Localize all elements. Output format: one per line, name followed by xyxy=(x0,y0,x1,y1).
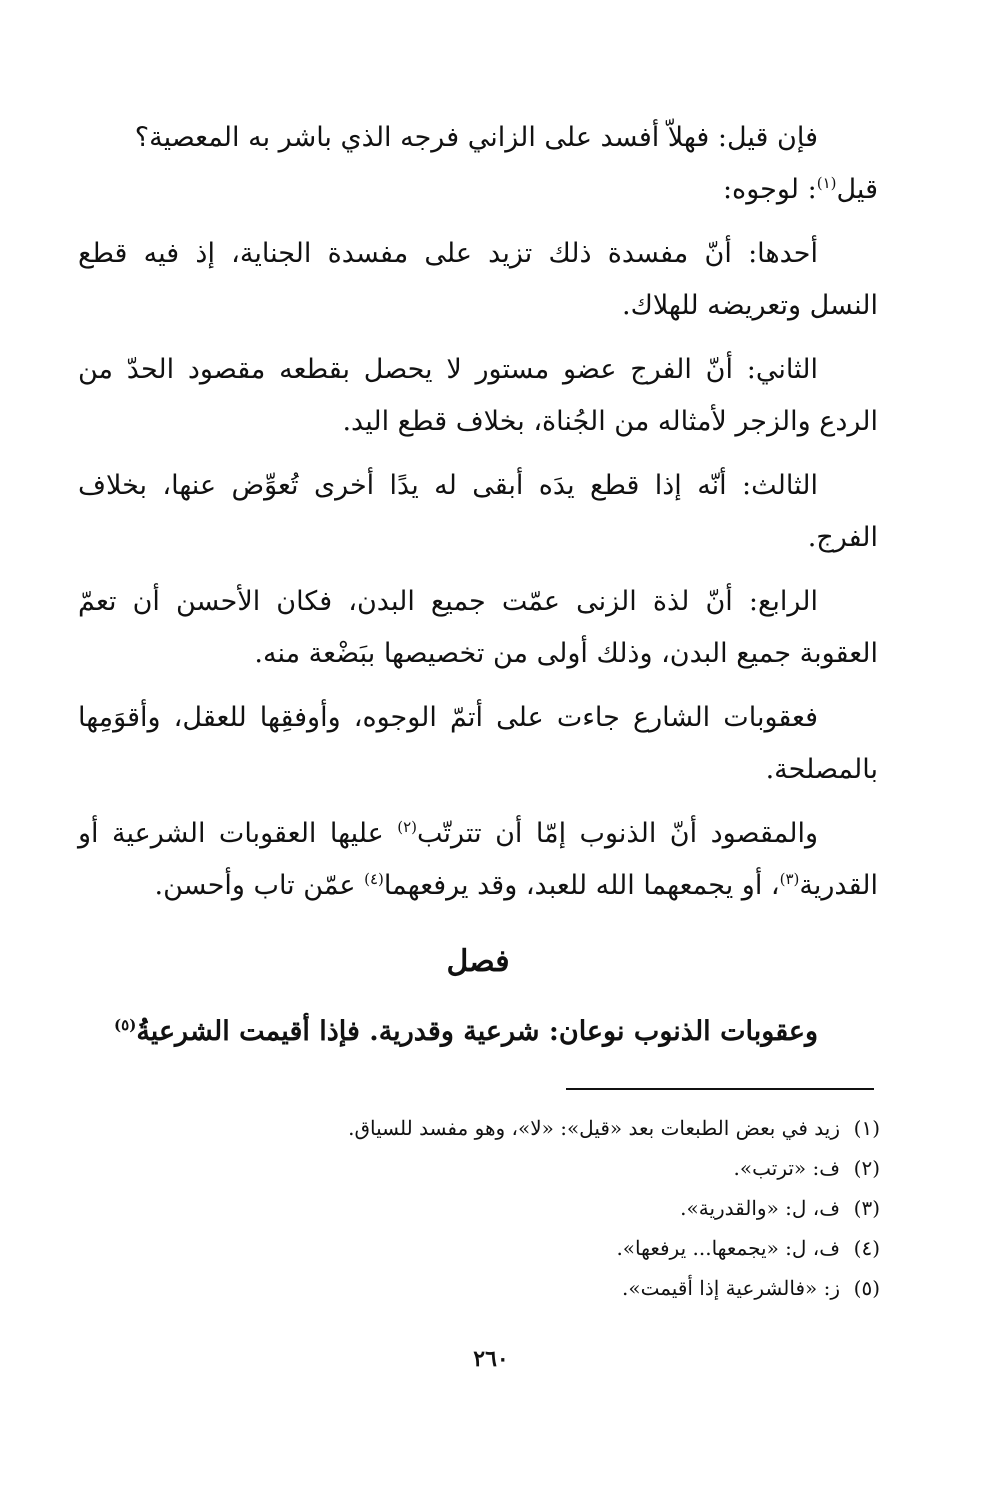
footnotes xyxy=(200,1108,880,1308)
main-text xyxy=(78,112,878,1070)
footnote-2 xyxy=(200,1148,880,1188)
paragraph-7-part-c: ، أو يجمعهما الله للعبد، وقد يرفعهما xyxy=(383,870,780,901)
footnote-number: (١) xyxy=(853,1116,880,1140)
footnote-mark-4: (٤) xyxy=(364,870,384,888)
paragraph-5: الرابع: أنّ لذة الزنى عمّت جميع البدن، فكان الأحسن أن تعمّ العقوبة جميع البدن، وذلك أولى من تخصيصها ببَضْعة منه. xyxy=(78,586,878,669)
footnote-4 xyxy=(200,1228,880,1268)
footnote-mark-3: (٣) xyxy=(779,870,800,888)
paragraph-1 xyxy=(78,112,878,164)
page-number: ٢٦٠ xyxy=(473,1346,509,1372)
footnote-1 xyxy=(200,1108,880,1148)
footnote-3 xyxy=(200,1188,880,1228)
footnote-number: (٣) xyxy=(853,1196,880,1220)
section-heading: فصل xyxy=(446,944,510,979)
paragraph-2: أحدها: أنّ مفسدة ذلك تزيد على مفسدة الجناية، إذ فيه قطع النسل وتعريضه للهلاك. xyxy=(78,238,878,321)
footnote-mark-2: (٢) xyxy=(397,818,418,836)
paragraph-8 xyxy=(78,1006,878,1058)
paragraph-7 xyxy=(78,808,878,912)
footnote-number: (٥) xyxy=(853,1276,880,1300)
footnote-text: زيد في بعض الطبعات بعد «قيل»: «لا»، وهو مفسد للسياق. xyxy=(348,1116,840,1140)
paragraph-8-text: وعقوبات الذنوب نوعان: شرعية وقدرية. فإذا أقيمت الشرعيةُ xyxy=(136,1016,818,1047)
footnote-text: ز: «فالشرعية إذا أقيمت». xyxy=(622,1276,840,1300)
footnote-number: (٢) xyxy=(853,1156,880,1180)
paragraph-7-part-a: والمقصود أنّ الذنوب إمّا أن تترتّب xyxy=(417,818,818,849)
footnote-text: ف، ل: «يجمعها... يرفعها». xyxy=(616,1236,840,1260)
paragraph-7-part-b: عليها العقوبات الشرعية أو القدرية xyxy=(78,818,878,901)
paragraph-6: فعقوبات الشارع جاءت على أتمّ الوجوه، وأوفقِها للعقل، وأقوَمِها بالمصلحة. xyxy=(78,702,878,785)
for-reasons-text: : لوجوه: xyxy=(722,174,817,205)
footnote-separator xyxy=(566,1088,874,1090)
footnote-5 xyxy=(200,1268,880,1308)
paragraph-3: الثاني: أنّ الفرج عضو مستور لا يحصل بقطعه مقصود الحدّ من الردع والزجر لأمثاله من الجُناة، بخلاف قطع اليد. xyxy=(78,354,878,437)
said-word: قيل xyxy=(836,174,878,205)
paragraph-1-line-1: فإن قيل: فهلاّ أفسد على الزاني فرجه الذي باشر به المعصية؟ xyxy=(134,122,818,153)
paragraph-1-line-2 xyxy=(78,164,878,216)
footnote-mark-1: (١) xyxy=(816,174,837,192)
footnote-text: ف: «ترتب». xyxy=(733,1156,840,1180)
paragraph-4: الثالث: أنّه إذا قطع يدَه أبقى له يدًا أخرى تُعوِّض عنها، بخلاف الفرج. xyxy=(78,470,878,553)
footnote-mark-5: (٥) xyxy=(114,1016,137,1034)
footnote-number: (٤) xyxy=(853,1236,880,1260)
paragraph-7-part-d: عمّن تاب وأحسن. xyxy=(154,870,365,901)
footnote-text: ف، ل: «والقدرية». xyxy=(680,1196,840,1220)
